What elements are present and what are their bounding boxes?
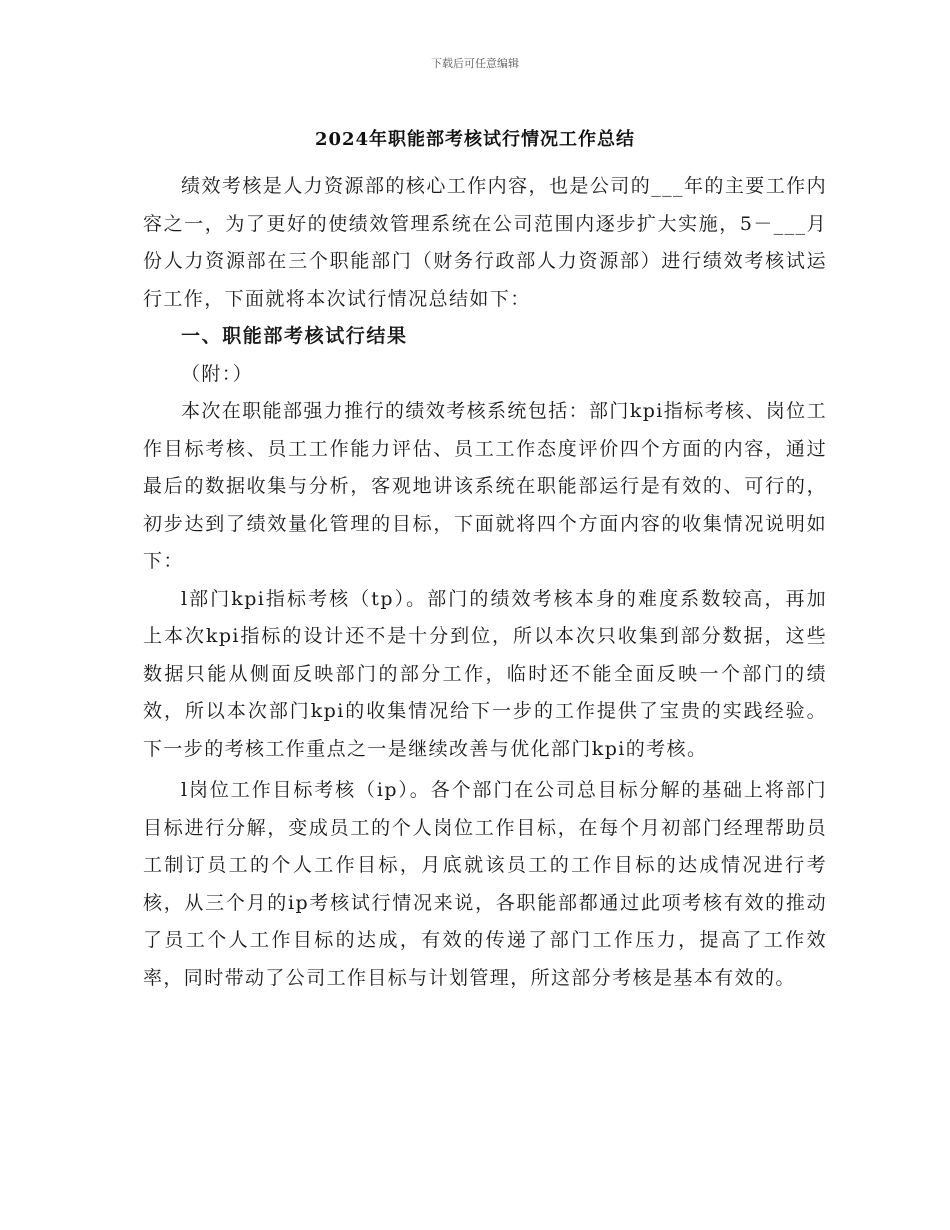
section-heading: 一、职能部考核试行结果 (181, 325, 408, 347)
header-note: 下载后可任意编辑 (431, 57, 519, 70)
document-title: 2024年职能部考核试行情况工作总结 (314, 129, 636, 150)
paragraph-intro: 绩效考核是人力资源部的核心工作内容，也是公司的___年的主要工作内容之一，为了更好的使绩效管理系统在公司范围内逐步扩大实施，5－___月份人力资源部在三个职能部门（财务行政部人力资源部）进行绩效考核试运行工作，下面就将本次试行情况总结如下： (143, 175, 827, 310)
paragraph-attachment-note: （附：） (181, 362, 254, 385)
document-body (143, 168, 827, 997)
paragraph-position-goals: l岗位工作目标考核（ip）。各个部门在公司总目标分解的基础上将部门目标进行分解，变成员工的个人岗位工作目标，在每个月初部门经理帮助员工制订员工的个人工作目标，月底就该员工的工作目标的达成情况进行考核，从三个月的ip考核试行情况来说，各职能部都通过此项考核有效的推动了员工个人工作目标的达成，有效的传递了部门工作压力，提高了工作效率，同时带动了公司工作目标与计划管理，所这部分考核是基本有效的。 (143, 779, 827, 989)
paragraph-system-overview: 本次在职能部强力推行的绩效考核系统包括：部门kpi指标考核、岗位工作目标考核、员工工作能力评估、员工工作态度评价四个方面的内容，通过最后的数据收集与分析，客观地讲该系统在职能部运行是有效的、可行的，初步达到了绩效量化管理的目标，下面就将四个方面内容的收集情况说明如下： (143, 400, 827, 572)
paragraph-department-kpi: l部门kpi指标考核（tp）。部门的绩效考核本身的难度系数较高，再加上本次kpi指标的设计还不是十分到位，所以本次只收集到部分数据，这些数据只能从侧面反映部门的部分工作，临时还不能全面反映一个部门的绩效，所以本次部门kpi的收集情况给下一步的工作提供了宝贵的实践经验。下一步的考核工作重点之一是继续改善与优化部门kpi的考核。 (143, 587, 827, 760)
